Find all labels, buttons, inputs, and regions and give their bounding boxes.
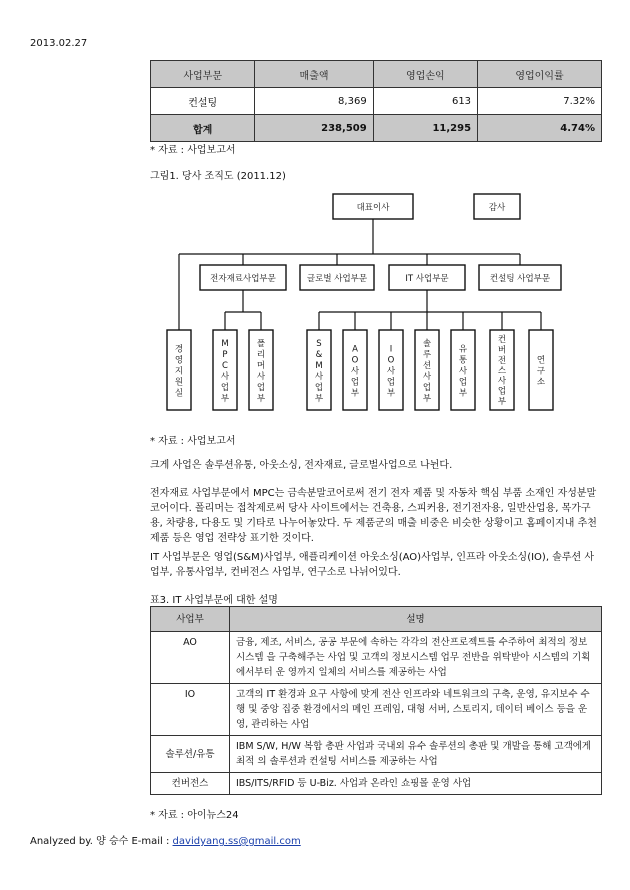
unit-box	[167, 330, 191, 410]
ceo-box	[333, 194, 413, 219]
table-cell: IBS/ITS/RFID 등 U-Biz. 사업과 온라인 쇼핑몰 운영 사업	[230, 773, 602, 795]
unit-box	[529, 330, 553, 410]
report-date: 2013.02.27	[30, 38, 88, 49]
table-cell: 고객의 IT 환경과 요구 사항에 맞게 전산 인프라와 네트워크의 구축, 운영, 유지보수 수행 및 중앙 집중 환경에서의 메인 프레임, 대형 서버, 스토리지, 데이터 베이스 등을 운영, 관리하는 사업	[230, 684, 602, 736]
division-box	[479, 265, 561, 290]
it-division-table	[150, 606, 602, 795]
table-cell: 합계	[151, 115, 255, 142]
svg-text:대표이사: 대표이사	[356, 203, 390, 213]
paragraph: IT 사업부문은 영업(S&M)사업부, 애플리케이션 아웃소싱(AO)사업부, 인프라 아웃소싱(IO), 솔루션 사업부, 유통사업부, 컨버전스 사업부, 연구소로 나뉘어있다.	[150, 552, 595, 578]
division-box	[300, 265, 374, 290]
column-header: 영업이익률	[478, 61, 602, 88]
unit-box	[415, 330, 439, 410]
table-cell: 4.74%	[478, 115, 602, 142]
table-cell: 7.32%	[478, 88, 602, 115]
unit-label: S & M 사 업 부	[314, 338, 324, 404]
table-cell: AO	[151, 632, 230, 684]
table-cell: 솔루션/유통	[151, 736, 230, 773]
table-cell: 613	[373, 88, 477, 115]
unit-box	[213, 330, 237, 410]
paragraph: 크게 사업은 솔루션유통, 아웃소싱, 전자재료, 글로벌사업으로 나뉜다.	[150, 460, 453, 471]
table-cell: 238,509	[255, 115, 373, 142]
source-note: * 자료 : 아이뉴스24	[150, 810, 239, 821]
unit-label: A O 사 업 부	[350, 344, 360, 399]
table-row	[151, 773, 602, 795]
table-cell: 11,295	[373, 115, 477, 142]
source-note: * 자료 : 사업보고서	[150, 436, 236, 447]
unit-label: 컨 버 전 스 사 업 부	[497, 335, 507, 407]
svg-text:감사: 감사	[488, 203, 506, 213]
paragraph: 전자재료 사업부문에서 MPC는 금속분말코어로써 전기 전자 제품 및 자동차 핵심 부품 소재인 자성분말코어이다. 폴리머는 접착제로써 당사 사이트에서는 건축용, 스피커용, 전기전자용, 일반산업용, 목가구용, 차량용, 다용도 및 기타로 나누어놓았다. 두 제품군의 매출 비중은 비슷한 상황이고 홈페이지내 추천제품 등은 영업 전략상 표기한 것이다.	[150, 488, 597, 544]
svg-text:컨설팅 사업부문: 컨설팅 사업부문	[489, 274, 551, 284]
table-cell: 8,369	[255, 88, 373, 115]
email-link[interactable]: davidyang.ss@gmail.com	[172, 836, 301, 847]
unit-box	[343, 330, 367, 410]
table-row	[151, 736, 602, 773]
source-note: * 자료 : 사업보고서	[150, 145, 236, 156]
table-caption: 표3. IT 사업부문에 대한 설명	[150, 595, 278, 606]
unit-label: I O 사 업 부	[386, 344, 396, 399]
table-header-row	[151, 607, 602, 632]
column-header: 사업부	[151, 607, 230, 632]
table-cell: IO	[151, 684, 230, 736]
column-header: 설명	[230, 607, 602, 632]
division-box	[389, 265, 465, 290]
column-header: 사업부문	[151, 61, 255, 88]
unit-label: 경 영 지 원 실	[174, 344, 184, 399]
table-cell: 컨설팅	[151, 88, 255, 115]
unit-box	[490, 330, 514, 410]
svg-text:IT 사업부문: IT 사업부문	[405, 274, 449, 284]
unit-box	[379, 330, 403, 410]
svg-text:글로벌 사업부문: 글로벌 사업부문	[306, 274, 368, 284]
table-row	[151, 632, 602, 684]
unit-label: 폴 리 머 사 업 부	[256, 338, 266, 404]
svg-text:전자재료사업부문: 전자재료사업부문	[210, 274, 276, 284]
column-header: 영업손익	[373, 61, 477, 88]
unit-label: 유 통 사 업 부	[458, 344, 468, 399]
table-cell: 컨버전스	[151, 773, 230, 795]
unit-label: 연 구 소	[536, 355, 546, 388]
footer-prefix: Analyzed by. 양 승수 E-mail :	[30, 836, 173, 847]
table-cell: 금융, 제조, 서비스, 공공 부문에 속하는 각각의 전산프로젝트를 수주하여 최적의 정보시스템 을 구축해주는 사업 및 고객의 정보시스템 업무 전반을 위탁받아 시스템의 기획에서부터 운 영까지 일체의 서비스를 제공하는 사업	[230, 632, 602, 684]
unit-box	[249, 330, 273, 410]
column-header: 매출액	[255, 61, 373, 88]
audit-box	[474, 194, 520, 219]
table-cell: IBM S/W, H/W 복합 총판 사업과 국내외 유수 솔루션의 총판 및 개발을 통해 고객에게 최적 의 솔루션과 컨설팅 서비스를 제공하는 사업	[230, 736, 602, 773]
table-row	[151, 684, 602, 736]
division-box	[200, 265, 286, 290]
unit-label: 솔 루 션 사 업 부	[422, 338, 432, 404]
unit-box	[451, 330, 475, 410]
footer	[30, 832, 301, 847]
unit-label: M P C 사 업 부	[220, 338, 230, 404]
figure-caption: 그림1. 당사 조직도 (2011.12)	[150, 171, 286, 182]
unit-box	[307, 330, 331, 410]
